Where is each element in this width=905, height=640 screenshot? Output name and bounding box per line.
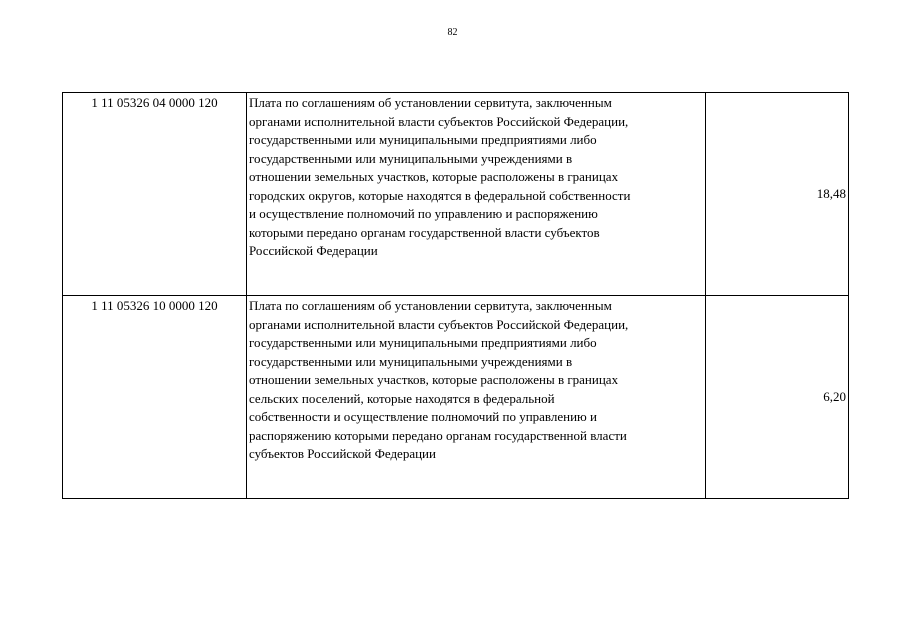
page-number: 82 [447,27,458,38]
budget-income-table [62,92,849,499]
description-line: государственными или муниципальными учреждениями в [249,150,573,166]
description-line: субъектов Российской Федерации [249,446,436,461]
table-row [63,93,849,296]
description-line: отношении земельных участков, которые расположены в границах [249,169,619,184]
description-line: Плата по соглашениям об установлении сервитута, заключенным [249,95,612,110]
description-line: Российской Федерации [249,243,378,258]
income-description [247,296,706,499]
table-row [63,296,849,499]
amount-value: 18,48 [706,93,849,296]
description-line: государственными или муниципальными предприятиями либо [249,335,597,350]
description-line: и осуществление полномочий по управлению и распоряжению [249,206,598,221]
description-line: городских округов, которые находятся в федеральной собственности [249,187,631,203]
description-line: которыми передано органам государственной власти субъектов [249,224,600,240]
classification-code: 1 11 05326 04 0000 120 [63,93,247,296]
classification-code: 1 11 05326 10 0000 120 [63,296,247,499]
description-line: распоряжению которыми передано органам государственной власти [249,427,627,443]
description-line: органами исполнительной власти субъектов Российской Федерации, [249,113,629,129]
description-line: сельских поселений, которые находятся в федеральной [249,390,555,406]
description-line: органами исполнительной власти субъектов Российской Федерации, [249,316,629,332]
description-line: государственными или муниципальными предприятиями либо [249,132,597,147]
description-line: Плата по соглашениям об установлении сервитута, заключенным [249,298,612,313]
description-line: собственности и осуществление полномочий по управлению и [249,409,597,424]
description-line: отношении земельных участков, которые расположены в границах [249,372,619,387]
income-description [247,93,706,296]
description-line: государственными или муниципальными учреждениями в [249,353,573,369]
amount-value: 6,20 [706,296,849,499]
